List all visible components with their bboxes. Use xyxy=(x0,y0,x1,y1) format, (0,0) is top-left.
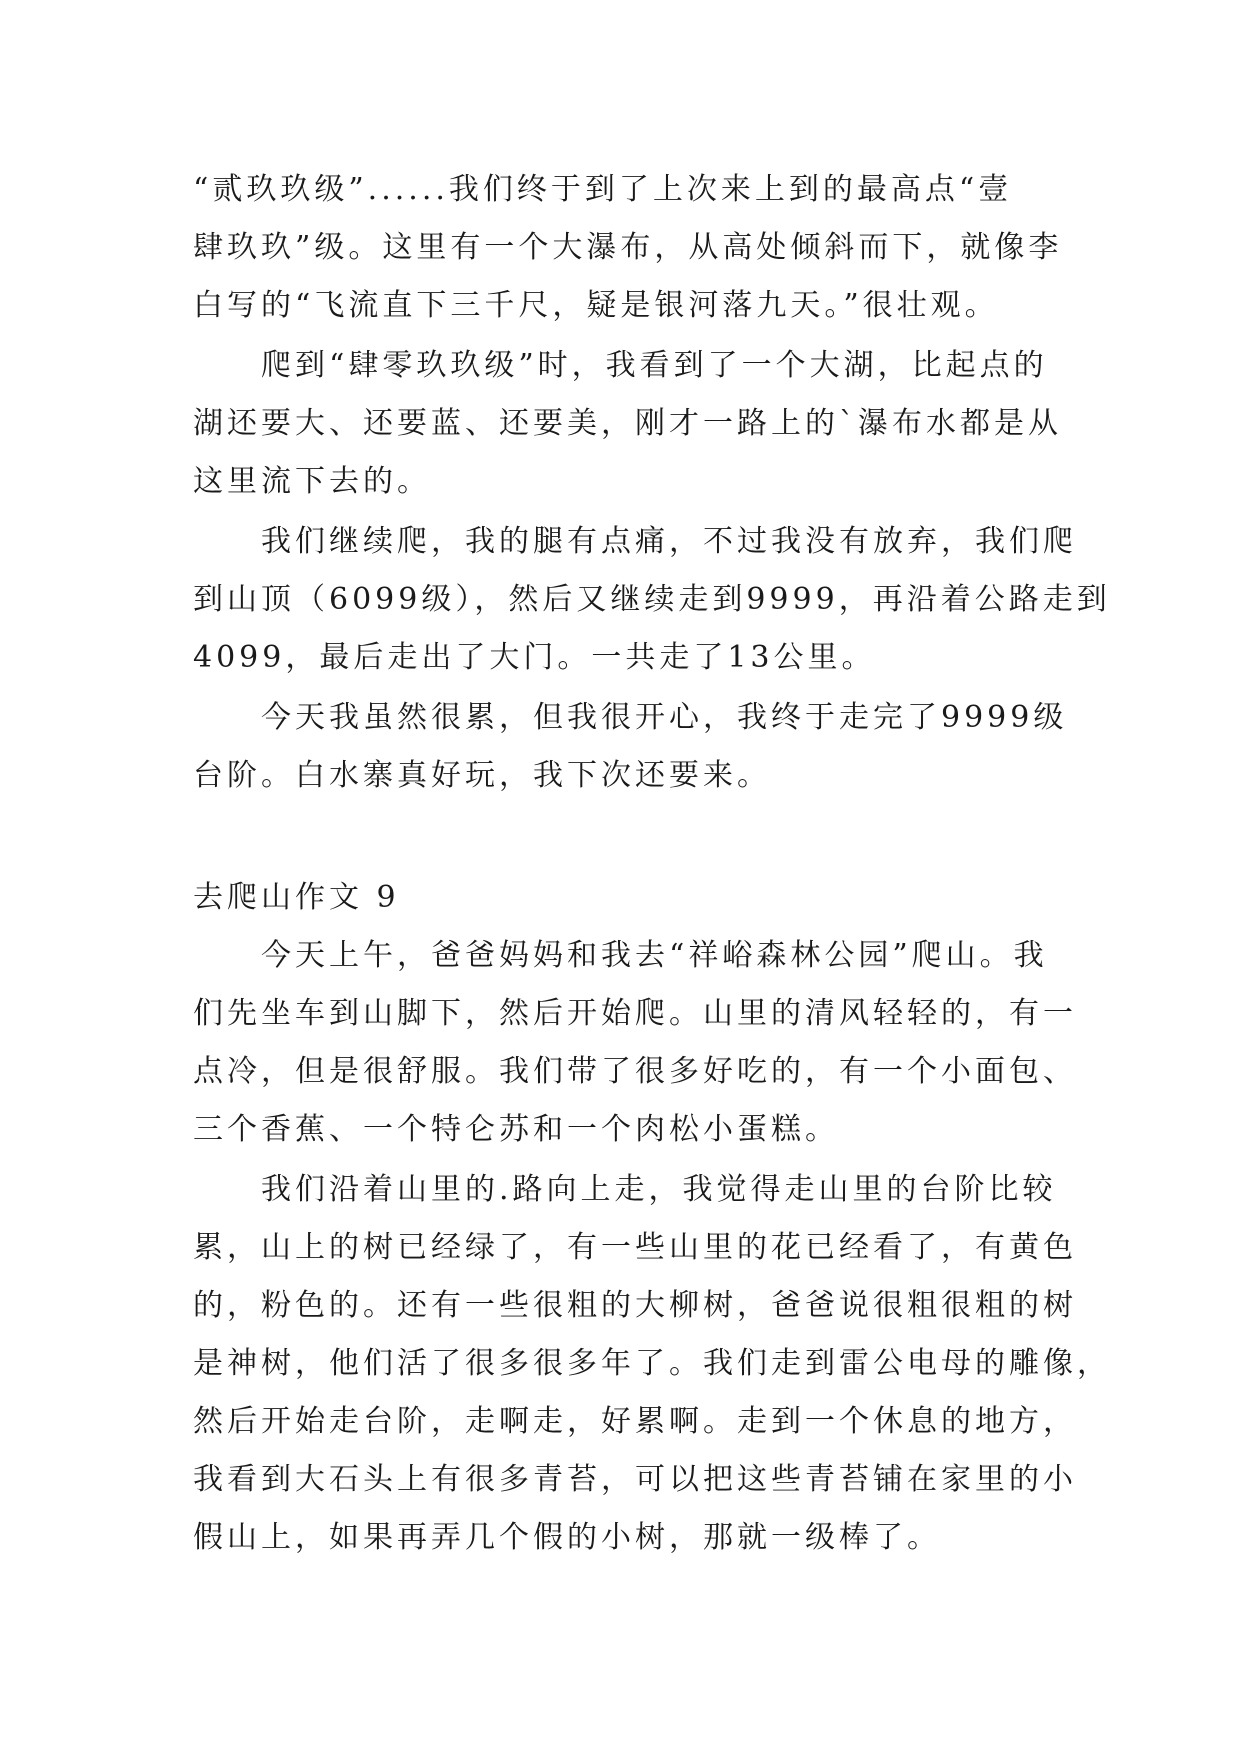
paragraph xyxy=(193,337,1062,511)
text-line: 爬到“肆零玖玖级”时，我看到了一个大湖，比起点的 xyxy=(261,348,1048,383)
text-line: 是神树，他们活了很多很多年了。我们走到雷公电母的雕像， xyxy=(193,1346,1111,1381)
section-spacer xyxy=(193,807,1053,869)
text-line: 的，粉色的。还有一些很粗的大柳树，爸爸说很粗很粗的树 xyxy=(193,1288,1077,1323)
text-line: “贰玖玖级”......我们终于到了上次来上到的最高点“壹 xyxy=(193,172,1013,207)
text-line: 到山顶（6099级），然后又继续走到9999，再沿着公路走到 xyxy=(193,582,1111,617)
text-line: 们先坐车到山脚下，然后开始爬。山里的清风轻轻的，有一 xyxy=(193,996,1077,1031)
section-title: 去爬山作文 9 xyxy=(193,880,400,915)
text-line: 累，山上的树已经绿了，有一些山里的花已经看了，有黄色 xyxy=(193,1230,1077,1265)
text-line: 4099，最后走出了大门。一共走了13公里。 xyxy=(193,640,876,675)
text-line: 我们沿着山里的.路向上走，我觉得走山里的台阶比较 xyxy=(261,1172,1057,1207)
text-line: 台阶。白水寨真好玩，我下次还要来。 xyxy=(193,758,771,793)
text-line: 肆玖玖”级。这里有一个大瀑布，从高处倾斜而下，就像李 xyxy=(193,230,1063,265)
document-body xyxy=(193,161,1111,1569)
paragraph xyxy=(193,513,1111,687)
text-line: 假山上，如果再弄几个假的小树，那就一级棒了。 xyxy=(193,1520,941,1555)
text-line: 湖还要大、还要蓝、还要美，刚才一路上的`瀑布水都是从 xyxy=(193,406,1062,441)
text-line: 这里流下去的。 xyxy=(193,464,431,499)
paragraph xyxy=(193,161,1063,335)
paragraph xyxy=(193,927,1077,1159)
text-line: 我看到大石头上有很多青苔，可以把这些青苔铺在家里的小 xyxy=(193,1462,1077,1497)
text-line: 今天我虽然很累，但我很开心，我终于走完了9999级 xyxy=(261,700,1068,735)
text-line: 今天上午，爸爸妈妈和我去“祥峪森林公园”爬山。我 xyxy=(261,938,1048,973)
paragraph xyxy=(193,689,1068,805)
text-line: 我们继续爬，我的腿有点痛，不过我没有放弃，我们爬 xyxy=(261,524,1077,559)
text-line: 然后开始走台阶，走啊走，好累啊。走到一个休息的地方， xyxy=(193,1404,1077,1439)
text-line: 三个香蕉、一个特仑苏和一个肉松小蛋糕。 xyxy=(193,1112,839,1147)
text-line: 白写的“飞流直下三千尺，疑是银河落九天。”很壮观。 xyxy=(193,288,999,323)
paragraph xyxy=(193,1161,1111,1567)
text-line: 点冷，但是很舒服。我们带了很多好吃的，有一个小面包、 xyxy=(193,1054,1077,1089)
